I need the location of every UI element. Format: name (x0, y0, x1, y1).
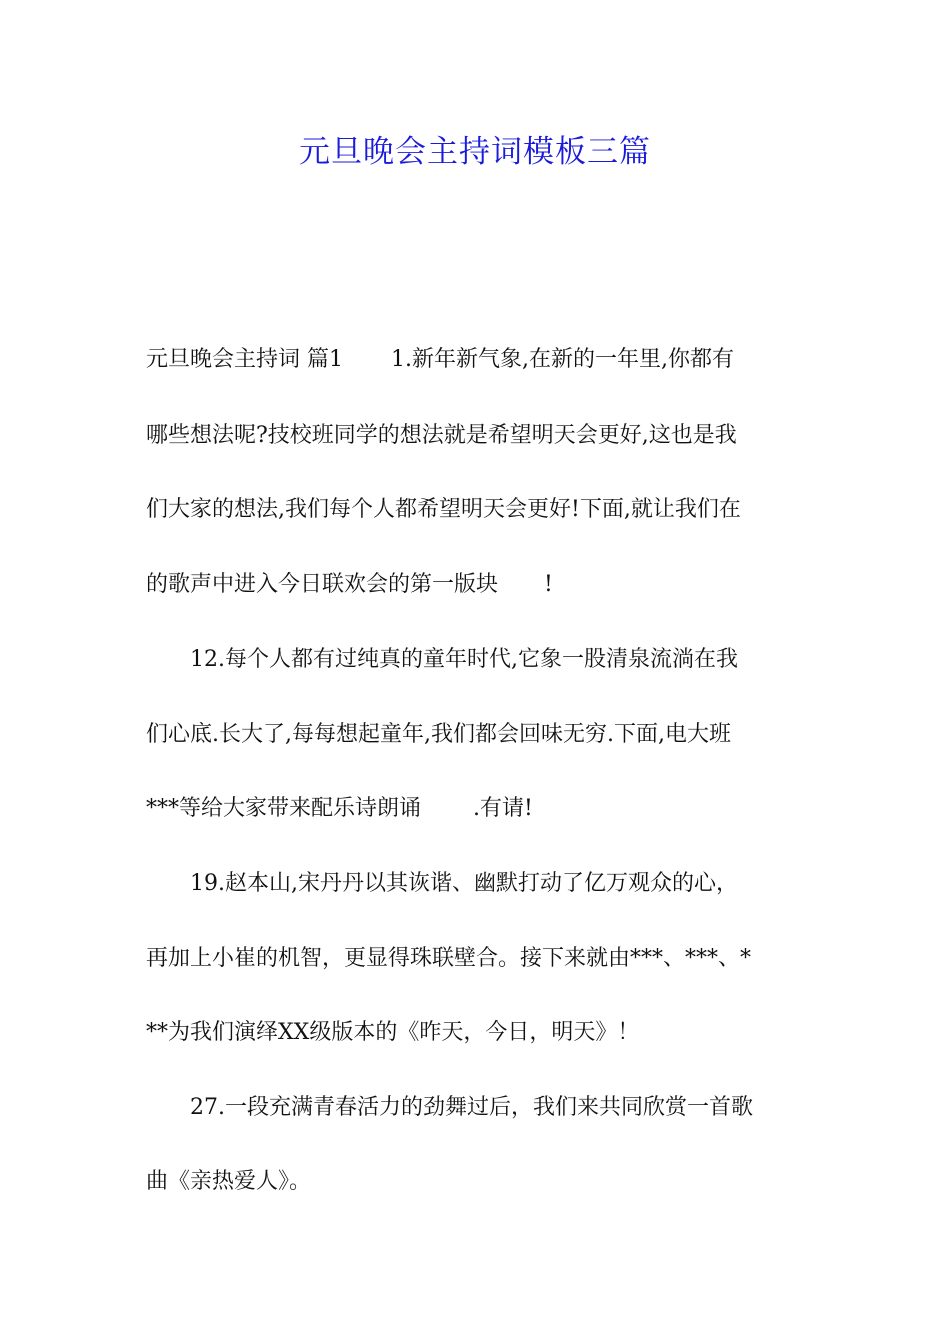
paragraph-2-line-1: 12.每个人都有过纯真的童年时代,它象一股清泉流淌在我 (190, 647, 738, 672)
paragraph-1-line-1 (146, 340, 806, 380)
paragraph-4-line-1: 27.一段充满青春活力的劲舞过后，我们来共同欣赏一首歌 (190, 1095, 753, 1120)
paragraph-1-line-3: 们大家的想法,我们每个人都希望明天会更好!下面,就让我们在 (146, 497, 741, 522)
paragraph-4-line-2: 曲《亲热爱人》。 (146, 1169, 312, 1194)
paragraph-2-line-3 (146, 789, 806, 829)
paragraph-1-line-2: 哪些想法呢?技校班同学的想法就是希望明天会更好,这也是我 (146, 423, 737, 448)
paragraph-1-line-4 (146, 565, 806, 605)
line-text: ! (544, 572, 553, 597)
paragraph-3-line-2: 再加上小崔的机智，更显得珠联壁合。接下来就由***、***、* (146, 946, 752, 971)
line-text: .有请! (473, 796, 533, 821)
line-text: ***等给大家带来配乐诗朗诵 (146, 796, 422, 821)
document-title: 元旦晚会主持词模板三篇 (299, 134, 651, 170)
line-text: 的歌声中进入今日联欢会的第一版块 (146, 572, 499, 597)
line-text: 1.新年新气象,在新的一年里,你都有 (391, 347, 734, 372)
paragraph-2-line-2: 们心底.长大了,每每想起童年,我们都会回味无穷.下面,电大班 (146, 722, 731, 747)
paragraph-3-line-3: **为我们演绎XX级版本的《昨天，今日，明天》！ (146, 1020, 640, 1045)
section-heading: 元旦晚会主持词 篇1 (146, 347, 343, 372)
paragraph-3-line-1: 19.赵本山,宋丹丹以其诙谐、幽默打动了亿万观众的心， (190, 871, 738, 896)
